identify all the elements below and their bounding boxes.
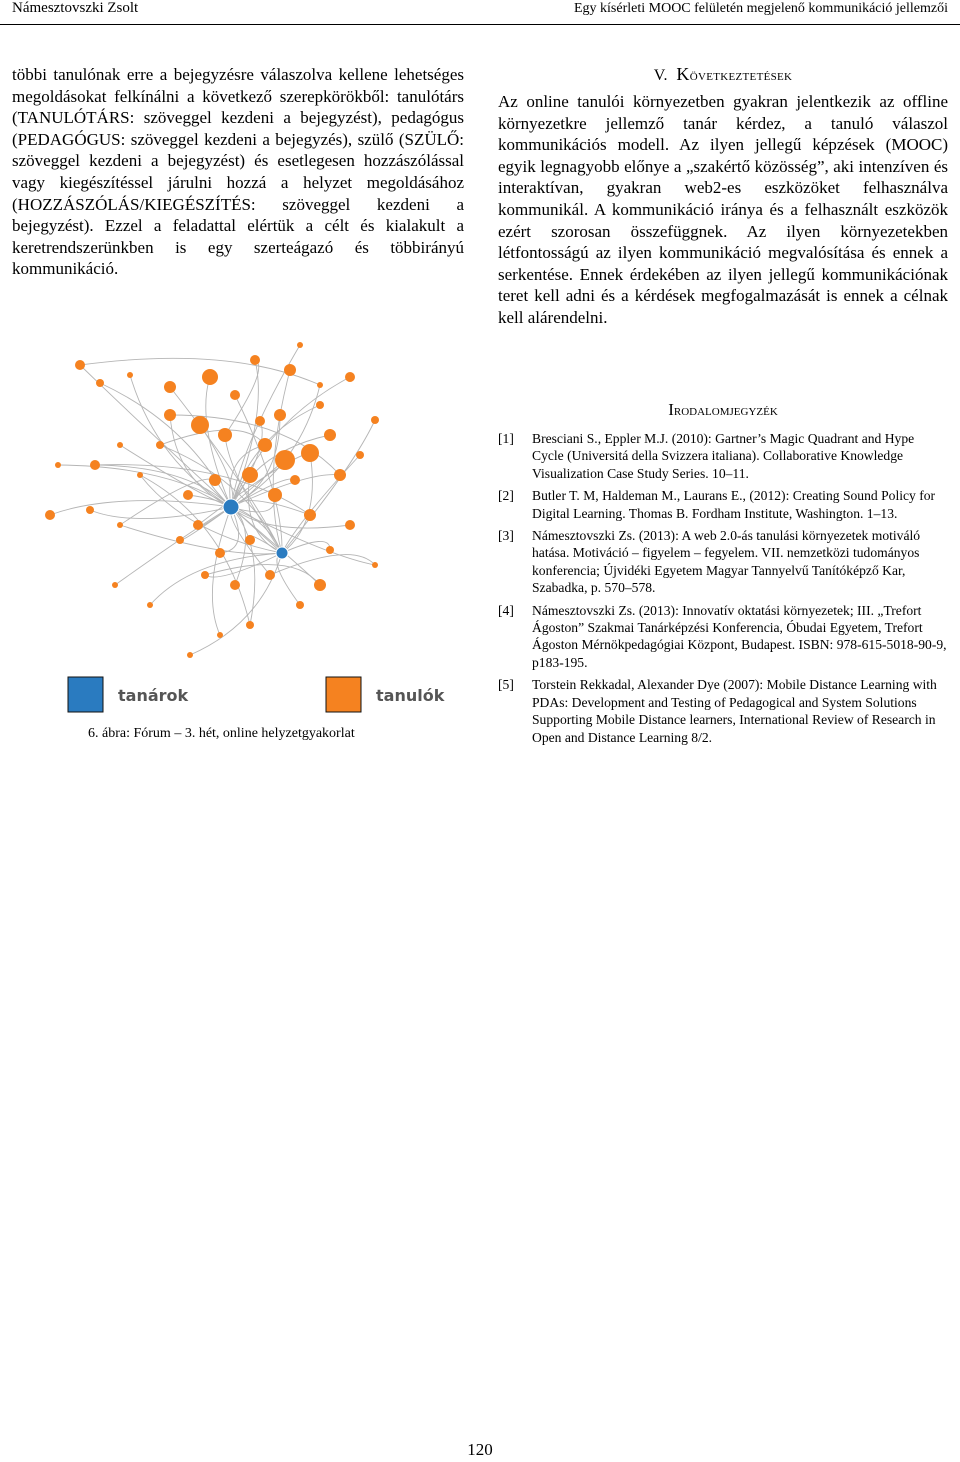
student-node: [326, 546, 334, 554]
student-node: [246, 621, 254, 629]
page-number: 120: [467, 1440, 493, 1459]
header-title: Egy kísérleti MOOC felületén megjelenő kommunikáció jellemzői: [573, 1, 948, 16]
student-node: [90, 460, 100, 470]
student-node: [371, 416, 379, 424]
student-node: [112, 582, 118, 588]
legend-teachers-label: tanárok: [118, 686, 189, 705]
student-node: [45, 510, 55, 520]
reference-item: [498, 527, 948, 597]
student-node: [230, 390, 240, 400]
teacher-node: [223, 499, 239, 515]
reference-text: Bresciani S., Eppler M.J. (2010): Gartner’s Magic Quadrant and Hype Cycle (Universitá della Svizzera italiana). Collaborative Knowledge Visualization Case Study Series. 10–11.: [532, 431, 915, 481]
student-node: [314, 579, 326, 591]
running-header: [0, 0, 960, 22]
student-node: [96, 379, 104, 387]
student-node: [218, 428, 232, 442]
network-edge: [190, 553, 282, 655]
network-edge: [231, 507, 350, 528]
references-section: [498, 400, 948, 751]
network-edge: [277, 553, 300, 605]
student-node: [296, 601, 304, 609]
network-edge: [225, 360, 259, 435]
student-node: [209, 474, 221, 486]
student-node: [230, 580, 240, 590]
reference-number: [1]: [498, 431, 514, 446]
legend-teachers-swatch: [68, 677, 103, 712]
left-column: [12, 64, 464, 280]
student-node: [250, 355, 260, 365]
student-node: [245, 535, 255, 545]
header-author: Námesztovszki Zsolt: [12, 0, 139, 16]
student-node: [356, 451, 364, 459]
figure-caption: 6. ábra: Fórum – 3. hét, online helyzetgyakorlat: [88, 726, 355, 741]
reference-number: [3]: [498, 528, 514, 544]
conclusions-paragraph: Az online tanulói környezetben gyakran jelentkezik az offline környezetkre jellemző tanár kérdez, a tanuló válaszol kommunikációs modell. Az ilyen jellegű képzések (MOOC) egyik legnagyobb előnye a „szakértő közösség”, aki intenzíven és interaktívan, gyakran web2-es eszközöket felhasználva kommunikál. A kommunikáció iránya és a felhasznált eszközök ezért szorosan összefüggnek. Az ilyen környezetekben létfontosságú az ilyen kommunikáció megvalósítása és ennek a serkentése. Ennek érdekében az ilyen jellegű kommunikációnak teret kell adni és a kérdések megfogalmazását is ennek a célnak kell alárendelni.: [498, 92, 948, 327]
student-node: [86, 506, 94, 514]
references-heading: [498, 400, 948, 420]
reference-item: [498, 676, 948, 746]
student-node: [304, 509, 316, 521]
student-node: [290, 475, 300, 485]
references-title-rest: rodalomjegyzék: [673, 403, 778, 419]
student-node: [176, 536, 184, 544]
student-node: [191, 416, 209, 434]
teacher-node: [276, 547, 288, 559]
student-node: [202, 369, 218, 385]
student-node: [127, 372, 133, 378]
reference-item: [498, 487, 948, 522]
student-node: [297, 342, 303, 348]
student-node: [117, 522, 123, 528]
student-node: [156, 441, 164, 449]
student-node: [217, 632, 223, 638]
references-title-initial: I: [668, 400, 674, 419]
reference-number: [4]: [498, 602, 514, 618]
reference-text: Námesztovszki Zs. (2013): A web 2.0-ás tanulási környezetek motiváló hatása. Motiváció – figyelem – fegyelem. VII. nemzetközi tudományos konferencia; Újvidéki Egyetem Magyar Tannyelvű Tanítóképző Kar, Szabadka, p. 570–578.: [532, 528, 921, 596]
student-node: [117, 442, 123, 448]
student-node: [324, 429, 336, 441]
student-node: [183, 490, 193, 500]
student-node: [193, 520, 203, 530]
network-edge: [80, 358, 320, 385]
section-title-rest: övetkeztetések: [689, 67, 793, 84]
student-node: [258, 438, 272, 452]
network-edge: [90, 507, 231, 519]
student-node: [268, 488, 282, 502]
reference-text: Námesztovszki Zs. (2013): Innovatív oktatási környezetek; III. „Trefort Ágoston” Szakmai Tanárképzési Konferencia, Óbudai Egyetem, Trefort Ágoston Mérnökpedagógiai Központ, Budapest. ISBN: 978-615-5018-90-9, p183-195.: [532, 602, 947, 670]
student-node: [147, 602, 153, 608]
student-node: [316, 401, 324, 409]
section-number: V.: [653, 67, 668, 84]
student-node: [265, 570, 275, 580]
student-node: [215, 548, 225, 558]
right-column: [498, 64, 948, 329]
conclusions-heading: [498, 64, 948, 85]
student-node: [201, 571, 209, 579]
section-title-initial: K: [676, 64, 690, 84]
reference-text: Butler T. M, Haldeman M., Laurans E., (2012): Creating Sound Policy for Digital Learning. Thomas B. Fordham Institute, Washington. 1–13.: [532, 488, 936, 521]
student-node: [187, 652, 193, 658]
header-rule: [0, 24, 960, 25]
student-node: [301, 444, 319, 462]
network-edge: [205, 565, 320, 585]
network-figure: [20, 325, 460, 725]
student-node: [255, 416, 265, 426]
reference-item: [498, 602, 948, 672]
student-node: [55, 462, 61, 468]
network-edge: [130, 375, 231, 507]
student-node: [372, 562, 378, 568]
student-node: [345, 372, 355, 382]
reference-number: [5]: [498, 677, 514, 693]
reference-number: [2]: [498, 488, 514, 504]
reference-text: Torstein Rekkadal, Alexander Dye (2007): Mobile Distance Learning with PDAs: Development and Testing of Pedagogical and System Solutions Supporting Mobile Distance learners, International Review of Research in Open and Distance Learning 8/2.: [532, 677, 937, 745]
student-node: [164, 409, 176, 421]
student-node: [274, 409, 286, 421]
network-graph: [20, 325, 460, 725]
legend-students-swatch: [326, 677, 361, 712]
legend-students-label: tanulók: [376, 686, 445, 705]
student-node: [317, 382, 323, 388]
student-node: [164, 381, 176, 393]
reference-item: [498, 430, 948, 482]
student-node: [242, 467, 258, 483]
student-node: [75, 360, 85, 370]
left-paragraph: többi tanulónak erre a bejegyzésre válaszolva kellene lehetséges megoldásokat felkínálni a következő szerepkörökből: tanulótárs (TANULÓTÁRS: szöveggel kezdeni a bejegyzést), pedagógus (PEDAGÓGUS: szöveggel kezdeni a bejegyzés), szülő (SZÜLŐ: szöveggel kezdeni a bejegyzést) és esetlegesen hozzászólással vagy kiegészítéssel járulni hozzá a helyzet megoldásához (HOZZÁSZÓLÁS/KIEGÉSZÍTÉS: szöveggel kezdeni a bejegyzést). Ezzel a feladattal elértük a célt és kialakult a keretrendszerünkben is egy szerteágazó és többirányú kommunikáció.: [12, 65, 464, 279]
student-node: [284, 364, 296, 376]
student-node: [137, 472, 143, 478]
student-node: [275, 450, 295, 470]
student-node: [345, 520, 355, 530]
student-node: [334, 469, 346, 481]
